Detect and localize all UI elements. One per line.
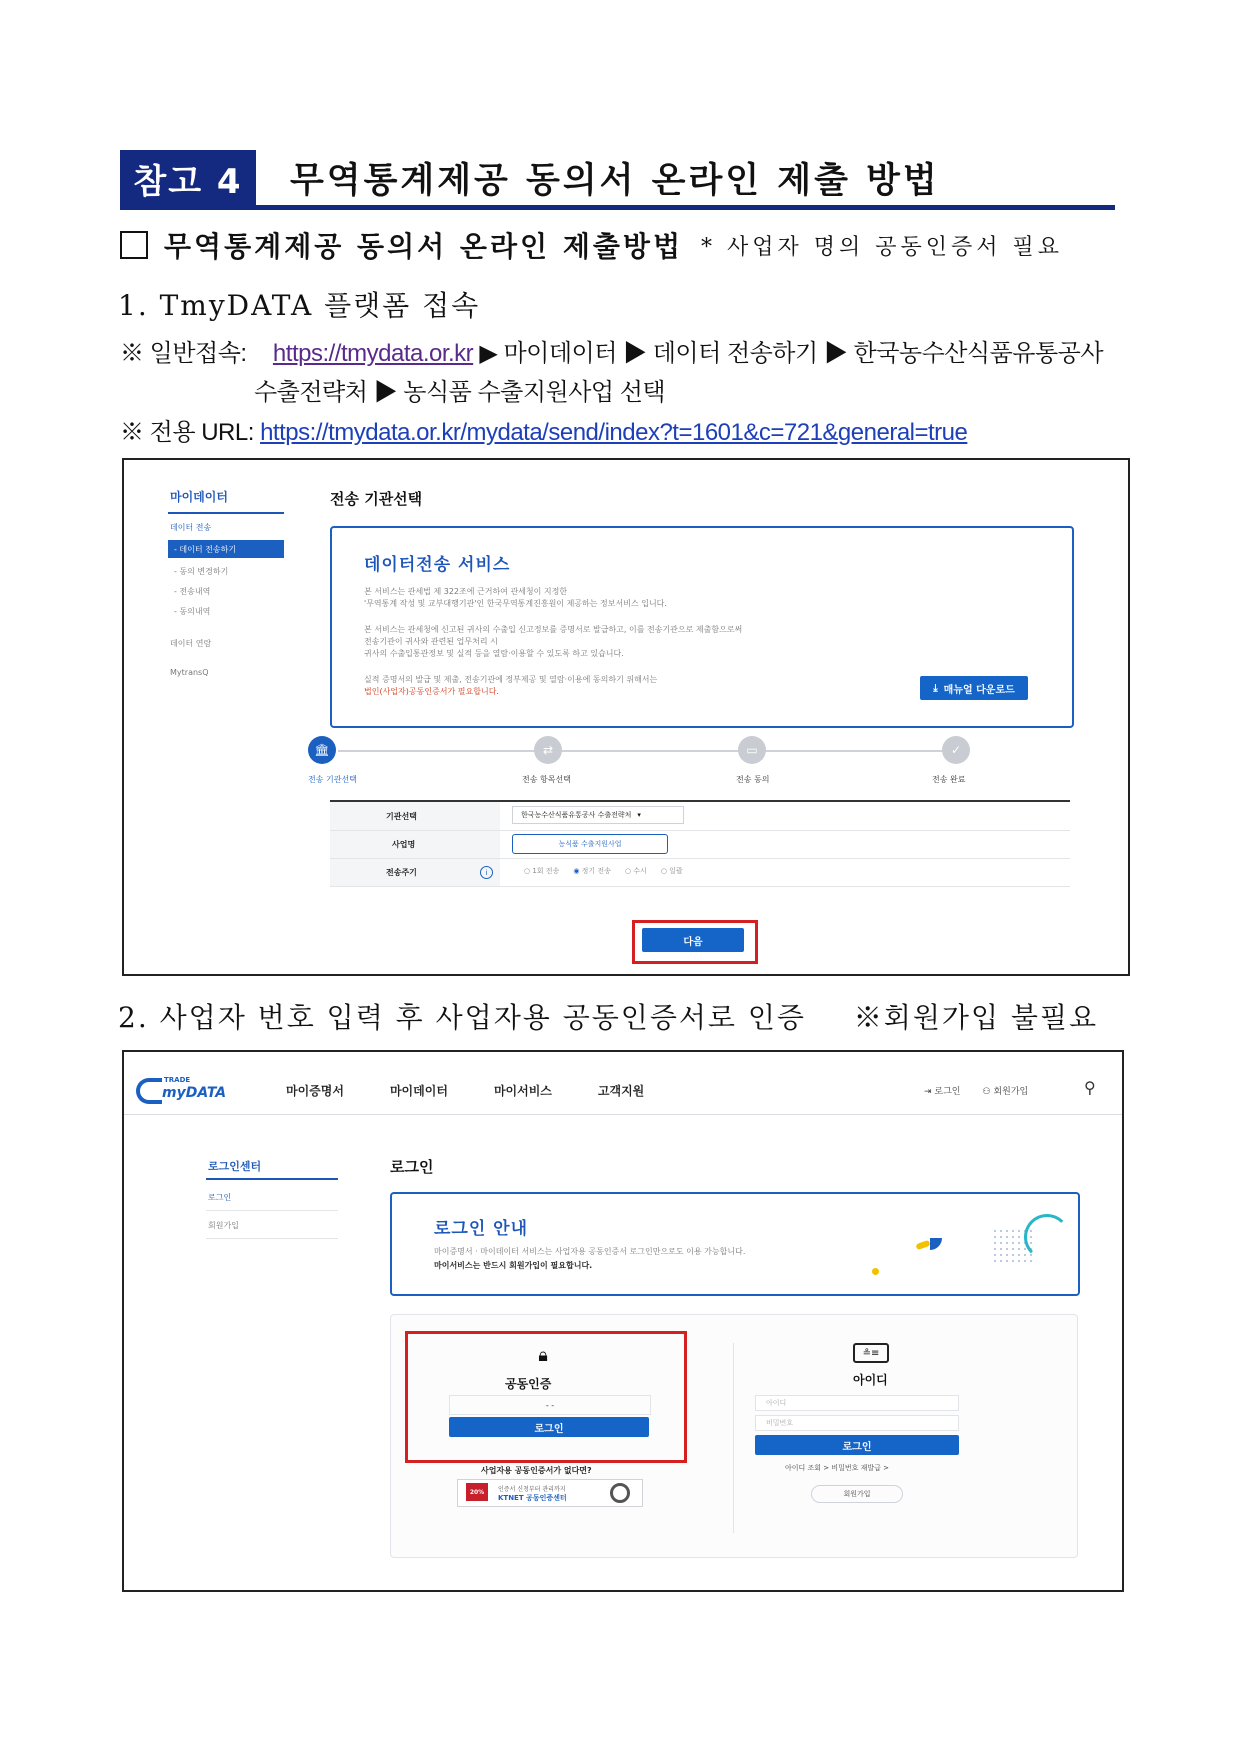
bank-icon: 🏛 [308,736,336,764]
cycle-option-anytime[interactable]: ○ 수시 [624,867,647,875]
logo-mark [136,1078,162,1104]
cert-question: 사업자용 공동인증서가 없다면? [481,1466,592,1475]
join-button[interactable]: 회원가입 [811,1485,903,1503]
id-title: 아이디 [853,1373,888,1387]
general-path-1: ▶ 마이데이터 ▶ 데이터 전송하기 ▶ 한국농수산식품유통공사 [479,340,1104,367]
screenshot-send-select [122,458,1130,976]
service-desc-3: 실적 증명서의 발급 및 제출, 전송기관에 정부제공 및 열람·이용에 동의하기 위해서는 법인(사업자)공동인증서가 필요합니다. [364,675,658,696]
info-icon[interactable]: i [480,866,493,879]
step-label-2: 전송 항목선택 [522,775,571,784]
join-link[interactable]: ⚇ 회원가입 [982,1087,1029,1097]
nav-my-service[interactable]: 마이서비스 [493,1084,552,1098]
folder-icon: ▭ [738,736,766,764]
page-title: 무역통계제공 동의서 온라인 제출 방법 [290,161,940,201]
decor-arc [1024,1214,1070,1260]
download-icon: ⤓ [933,682,938,694]
step-label-4: 전송 완료 [932,775,966,784]
manual-download-label: 매뉴얼 다운로드 [943,684,1015,696]
ktnet-banner[interactable] [457,1479,643,1507]
section-note: * 사업자 명의 공동인증서 필요 [701,234,1064,260]
sidebar-item-data-send[interactable]: 데이터 전송 [170,523,212,532]
nav-my-data[interactable]: 마이데이터 [389,1084,448,1098]
ktnet-badge-icon: 20% [466,1483,488,1501]
form-row-divider [330,858,1070,859]
general-access-line [120,333,1103,368]
decor-shape [915,1240,930,1250]
topbar-divider [124,1114,1122,1115]
step1-title: 1. TmyDATA 플랫폼 접속 [118,289,481,322]
sidebar-item-view[interactable]: 데이터 연람 [170,639,212,648]
header-underline [120,205,1115,210]
ktnet-disc-icon [610,1483,630,1503]
service-title: 데이터전송 서비스 [364,555,511,575]
login-panel-divider [733,1343,734,1533]
id-card-icon: ≗≡ [853,1343,889,1363]
sidebar-divider [206,1178,338,1180]
logo-trade: TRADE [164,1076,191,1084]
checkbox-square-icon [120,231,148,259]
login-icon: ⇥ [924,1087,935,1097]
sidebar-sep [206,1238,338,1239]
label-cycle: 전송주기 [386,868,417,877]
chevron-down-icon: ▾ [637,811,641,819]
step-label-3: 전송 동의 [736,775,770,784]
cert-login-button[interactable]: 로그인 [449,1417,649,1437]
screenshot-login [122,1050,1124,1592]
sidebar-item-join[interactable]: 회원가입 [208,1221,239,1230]
login-guide-line1: 마이증명서 · 마이데이터 서비스는 사업자용 공동인증서 로그인만으로도 이용 가능합니다. [434,1247,746,1256]
user-icon: ⚇ [982,1087,994,1097]
business-number-input[interactable]: - - [449,1395,651,1415]
step2-title: 2. 사업자 번호 입력 후 사업자용 공동인증서로 인증 [118,1001,806,1034]
folder-done-icon: ✓ [942,736,970,764]
cycle-option-regular[interactable]: ◉ 정기 전송 [573,867,611,875]
login-guide-box [390,1192,1080,1296]
form-row-divider [330,886,1070,887]
sidebar-item-mytransq[interactable]: MytransQ [170,668,209,677]
ktnet-line2: KTNET 공동인증센터 [498,1494,567,1502]
sidebar-item-login[interactable]: 로그인 [208,1193,232,1202]
login-page-title: 로그인 [390,1158,434,1176]
tmydata-link[interactable]: https://tmydata.or.kr [272,340,474,367]
org-select[interactable] [512,806,684,824]
login-center-title: 로그인센터 [208,1160,262,1173]
cycle-option-once[interactable]: ○ 1회 전송 [524,867,560,875]
general-access-label: ※ 일반접속: [120,340,247,367]
label-org: 기관선택 [386,812,417,821]
login-guide-title: 로그인 안내 [434,1219,529,1239]
login-panel [390,1314,1078,1558]
lock-icon: 🔒︎ [538,1345,548,1366]
password-input[interactable]: 비밀번호 [755,1415,959,1431]
id-login-button[interactable]: 로그인 [755,1435,959,1455]
cert-title: 공동인증 [505,1377,552,1391]
service-desc-1: 본 서비스는 관세법 제 322조에 근거하여 관세청이 지정한 '무역통계 작성 및 교부대행기관'인 한국무역통계진흥원이 제공하는 정보서비스 입니다. [364,587,667,608]
nav-support[interactable]: 고객지원 [597,1084,645,1098]
decor-dot [872,1268,879,1275]
dedicated-url-label: ※ 전용 URL: [120,419,254,446]
org-select-value: 한국농수산식품유통공사 수출전략처 [521,811,632,819]
sidebar-item-change[interactable]: - 동의 변경하기 [174,567,229,576]
service-desc-2: 본 서비스는 관세청에 신고된 귀사의 수출입 신고정보를 증명서로 발급하고, 이를 전송기관으로 제출함으로써 전송기관이 귀사와 관련된 업무처리 시 귀사의 수출입통관정보 및 실적 등을 열람·이용할 수 있도록 하고 있습니다. [364,625,743,658]
login-guide-line2: 마이서비스는 반드시 회원가입이 필요합니다. [434,1261,593,1270]
step-label-1: 전송 기관선택 [308,775,357,784]
search-icon[interactable]: ⚲ [1084,1078,1096,1097]
main-nav [286,1082,644,1099]
ktnet-line1: 인증서 신청부터 관리까지 [498,1486,566,1493]
step2-heading [118,996,1098,1036]
sidebar-item-history[interactable]: - 전송내역 [174,587,211,596]
sidebar-item-send-active[interactable]: - 데이터 전송하기 [168,540,284,558]
appendix-badge: 참고 4 [120,150,256,206]
section-heading [120,225,1063,265]
shot1-page-title: 전송 기관선택 [330,490,423,508]
nav-my-certificate[interactable]: 마이증명서 [286,1084,344,1098]
dedicated-url-link[interactable]: https://tmydata.or.kr/mydata/send/index?t=1601&c=721&general=true [260,419,968,446]
logo-text[interactable]: myDATA [162,1085,227,1101]
utility-nav [924,1084,1028,1097]
cycle-option-bulk[interactable]: ○ 일괄 [660,867,683,875]
decor-shape [930,1238,942,1250]
manual-download-button[interactable] [920,676,1028,700]
general-path-2: 수출전략처 ▶ 농식품 수출지원사업 선택 [254,379,666,406]
sidebar-item-consent[interactable]: - 동의내역 [174,607,211,616]
steps-track [338,750,968,752]
next-button[interactable]: 다음 [642,928,744,952]
shuffle-icon: ⇄ [534,736,562,764]
step2-note: ※회원가입 불필요 [853,1001,1099,1034]
sidebar-divider [168,512,284,514]
service-info-box [330,526,1074,728]
login-link[interactable]: ⇥ 로그인 [924,1087,961,1097]
label-biz: 사업명 [392,840,416,849]
sidebar-title: 마이데이터 [170,490,228,504]
dedicated-url-line [120,412,967,447]
id-input[interactable]: 아이디 [755,1395,959,1411]
form-row-divider [330,830,1070,831]
section-title: 무역통계제공 동의서 온라인 제출방법 [164,230,684,263]
find-id-pw-links[interactable]: 아이디 조회 > 비밀번호 재발급 > [785,1464,889,1472]
cycle-radio-group [524,866,683,876]
biz-select[interactable]: 농식품 수출지원사업 [512,834,668,854]
sidebar-sep [206,1210,338,1211]
